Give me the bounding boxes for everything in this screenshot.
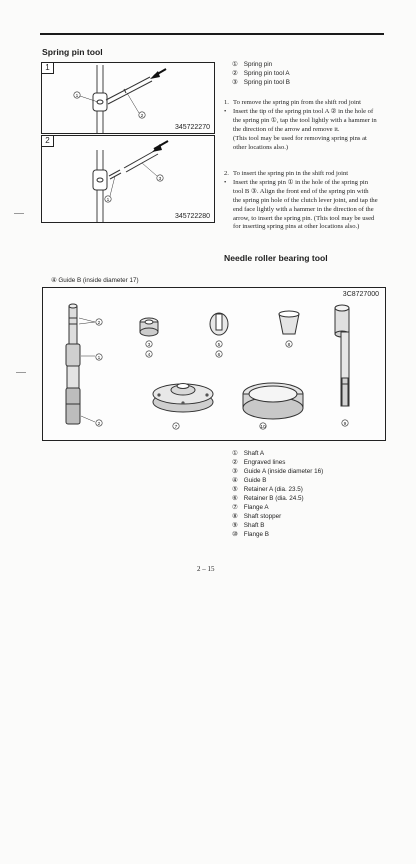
- svg-text:3: 3: [158, 177, 162, 183]
- legend-label: Retainer B (dia. 24.5): [243, 495, 304, 502]
- svg-text:1: 1: [97, 356, 101, 362]
- figure-remove-spring-pin: [41, 62, 215, 134]
- step-2-insert-spring-pin: [224, 170, 392, 232]
- legend-label: Engraved lines: [243, 459, 286, 466]
- step-line: (This tool may be used for removing spring pins at: [233, 134, 367, 142]
- legend-item: [232, 521, 323, 530]
- figure-number-box: 2: [41, 135, 54, 147]
- figure-code: 345722270: [174, 124, 210, 131]
- step-number: 1.: [224, 99, 229, 106]
- step-bullet: [224, 179, 392, 232]
- svg-text:5: 5: [217, 343, 221, 349]
- legend-number: ②: [232, 70, 238, 77]
- legend-label: Shaft stopper: [243, 513, 282, 520]
- legend-label: Flange B: [243, 531, 269, 538]
- step-heading: [224, 170, 392, 179]
- spring-pin-legend: [232, 60, 290, 87]
- step-line: Insert the spring pin ① in the hole of the spring pin: [233, 178, 369, 186]
- figure-needle-roller-bearing-tool: [42, 287, 386, 441]
- step-line: the direction of the arrow and remove it.: [233, 125, 340, 133]
- top-rule: [40, 33, 384, 35]
- step-line: arrow, to insert the spring pin. (This tool may be used: [233, 214, 375, 222]
- step-bullet: [224, 108, 392, 153]
- svg-text:8: 8: [287, 343, 291, 349]
- figure-code: 345722280: [174, 213, 210, 220]
- legend-label: Retainer A (dia. 23.5): [243, 486, 303, 493]
- step-heading: [224, 99, 392, 108]
- legend-item: [232, 458, 323, 467]
- figure-code: 3C8727000: [342, 291, 379, 298]
- spring-pin-tool-b-illustration: [42, 136, 214, 222]
- step-1-remove-spring-pin: [224, 99, 392, 152]
- section-title-needle-roller-bearing-tool: Needle roller bearing tool: [224, 253, 328, 263]
- step-line: the spring pin hole of the clutch lever joint, and tap the: [233, 196, 378, 204]
- svg-text:10: 10: [260, 425, 266, 431]
- step-heading-text: To remove the spring pin from the shift rod joint: [233, 99, 361, 106]
- legend-item: [232, 512, 323, 521]
- legend-item: [232, 503, 323, 512]
- step-line: Insert the tip of the spring pin tool A ② in the hole of: [233, 107, 374, 115]
- svg-text:7: 7: [174, 425, 178, 431]
- legend-number: ①: [232, 61, 238, 68]
- legend-number: ③: [232, 468, 238, 475]
- legend-number: ⑥: [232, 495, 238, 502]
- figure-insert-spring-pin: [41, 135, 215, 223]
- legend-number: ⑦: [232, 504, 238, 511]
- legend-number: ②: [232, 459, 238, 466]
- legend-item: [232, 467, 323, 476]
- svg-text:1: 1: [106, 198, 110, 204]
- guide-b-note: ④ Guide B (inside diameter 17): [51, 277, 139, 284]
- legend-label: Spring pin tool A: [243, 70, 290, 77]
- step-number: 2.: [224, 170, 229, 177]
- svg-text:4: 4: [147, 353, 151, 359]
- needle-roller-legend: [232, 449, 323, 539]
- svg-text:1: 1: [75, 94, 79, 100]
- legend-label: Spring pin tool B: [243, 79, 290, 86]
- step-line: for inserting spring pins at other locations also.): [233, 223, 360, 231]
- legend-label: Shaft A: [243, 450, 265, 457]
- legend-item: [232, 449, 323, 458]
- svg-text:2: 2: [97, 422, 101, 428]
- legend-item: [232, 485, 323, 494]
- legend-label: Shaft B: [243, 522, 265, 529]
- legend-item: [232, 60, 290, 69]
- legend-number: ①: [232, 450, 238, 457]
- needle-roller-bearing-tool-illustration: [43, 288, 385, 440]
- legend-label: Spring pin: [243, 61, 273, 68]
- legend-label: Flange A: [243, 504, 269, 511]
- legend-number: ⑨: [232, 522, 238, 529]
- svg-text:6: 6: [217, 353, 221, 359]
- step-line: end face lightly with a hammer in the direction of the: [233, 205, 374, 213]
- legend-number: ⑤: [232, 486, 238, 493]
- legend-number: ⑧: [232, 513, 238, 520]
- step-heading-text: To insert the spring pin in the shift rod joint: [233, 170, 349, 177]
- page-number: 2 – 15: [197, 565, 215, 573]
- legend-item: [232, 78, 290, 87]
- legend-item: [232, 69, 290, 78]
- step-line: tool B ③. Align the front end of the spring pin with: [233, 187, 369, 195]
- svg-text:2: 2: [140, 114, 144, 120]
- margin-mark: [14, 213, 24, 214]
- legend-label: Guide B: [243, 477, 267, 484]
- step-line: other locations also.): [233, 143, 289, 151]
- svg-text:3: 3: [147, 343, 151, 349]
- figure-number-box: 1: [41, 62, 54, 74]
- legend-number: ③: [232, 79, 238, 86]
- svg-text:9: 9: [343, 422, 347, 428]
- legend-item: [232, 494, 323, 503]
- legend-number: ④: [232, 477, 238, 484]
- margin-mark: [16, 372, 26, 373]
- legend-label: Guide A (inside diameter 16): [243, 468, 324, 475]
- legend-item: [232, 530, 323, 539]
- legend-item: [232, 476, 323, 485]
- spring-pin-tool-a-illustration: [42, 63, 214, 133]
- bullet-marker: •: [224, 107, 227, 115]
- svg-text:2: 2: [97, 321, 101, 327]
- legend-number: ⑩: [232, 531, 238, 538]
- bullet-marker: •: [224, 178, 227, 186]
- section-title-spring-pin-tool: Spring pin tool: [42, 47, 103, 57]
- step-line: the spring pin ①, tap the tool lightly with a hammer in: [233, 116, 377, 124]
